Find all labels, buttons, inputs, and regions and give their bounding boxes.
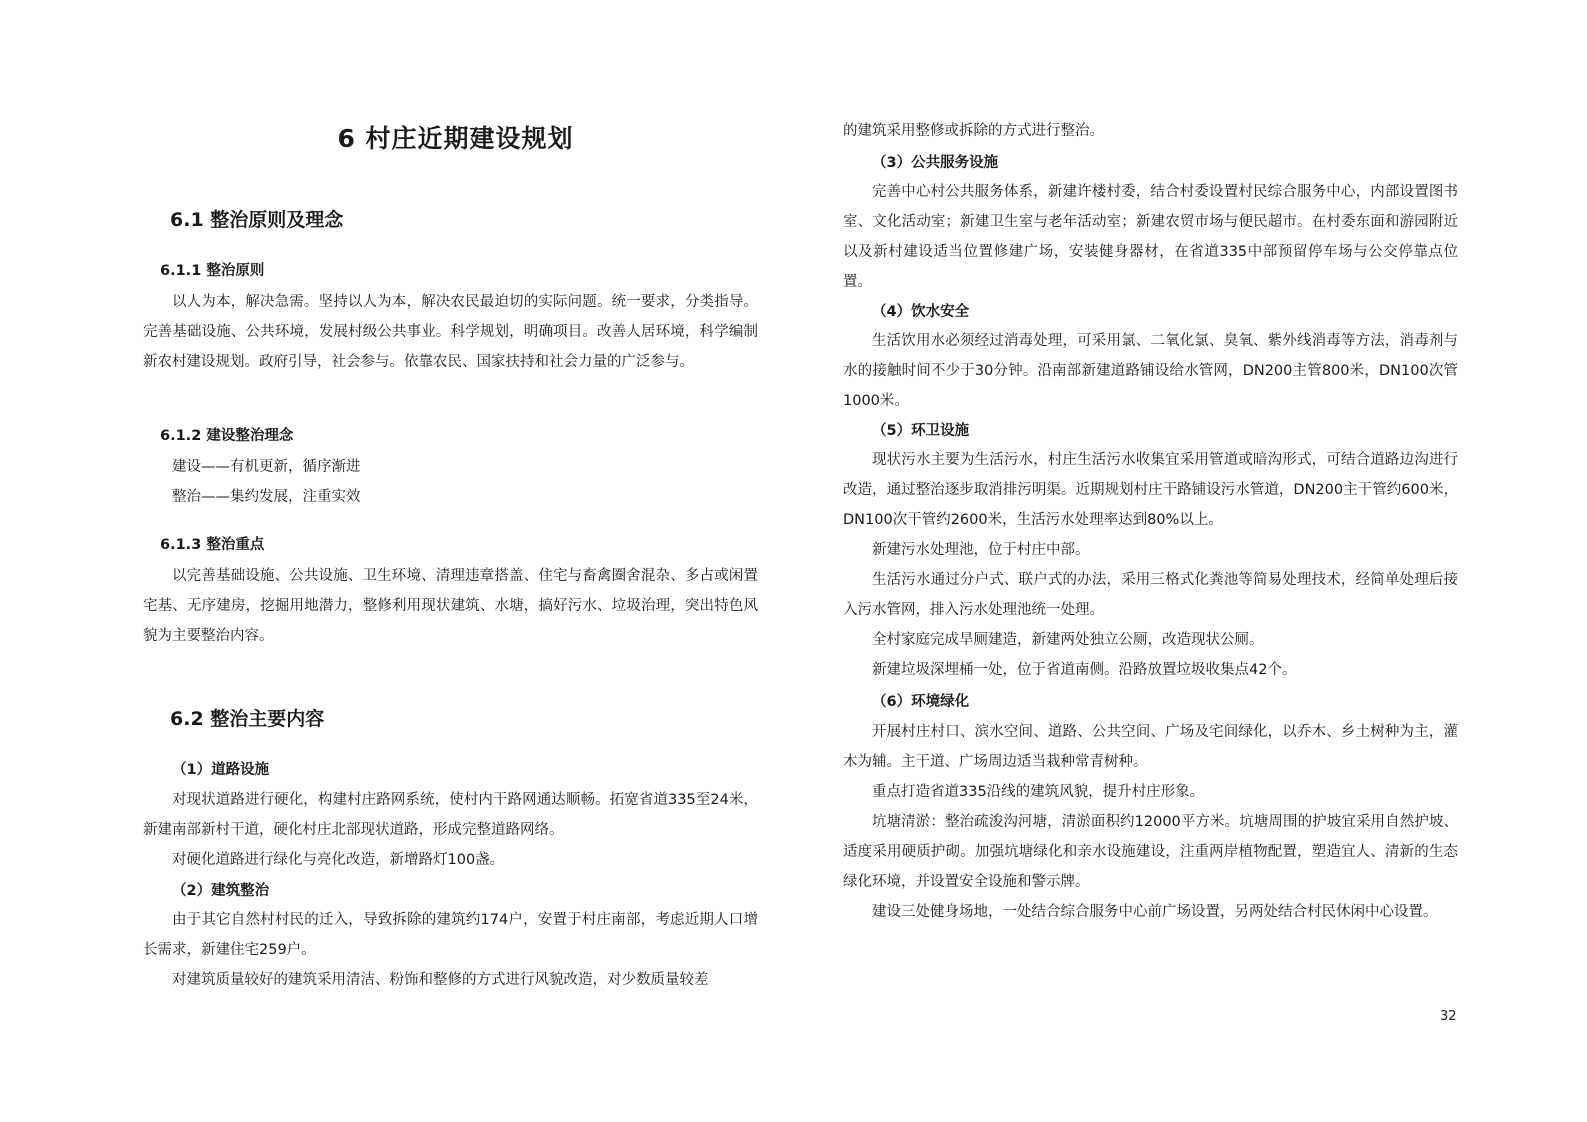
greening-paragraph-2: 重点打造省道335沿线的建筑风貌，提升村庄形象。 [872, 784, 1205, 800]
section-6-1-1-heading: 6.1.1 整治原则 [160, 263, 265, 279]
greening-paragraph-3: 坑塘清淤：整治疏浚沟河塘，清淤面积约12000平方米。坑塘周围的护坡宜采用自然护坡、适度采用硬质护砌。加强坑塘绿化和亲水设施建设，注重两岸植物配置，塑造宜人、清新的生态绿化环境，并设置安全设施和警示牌。 [843, 814, 1458, 890]
buildings-heading: （2）建筑整治 [172, 883, 270, 899]
sanitation-paragraph-1: 现状污水主要为生活污水，村庄生活污水收集宜采用管道或暗沟形式，可结合道路边沟进行改造，通过整治逐步取消排污明渠。近期规划村庄干路铺设污水管道，DN200主干管约600米，DN100次干管约2600米，生活污水处理率达到80%以上。 [843, 452, 1458, 528]
sanitation-paragraph-5: 新建垃圾深埋桶一处，位于省道南侧。沿路放置垃圾收集点42个。 [872, 662, 1297, 678]
water-heading: （4）饮水安全 [872, 304, 970, 320]
buildings-paragraph-2: 对建筑质量较好的建筑采用清洁、粉饰和整修的方式进行风貌改造，对少数质量较差 [172, 972, 709, 988]
principles-paragraph: 以人为本，解决急需。坚持以人为本，解决农民最迫切的实际问题。统一要求，分类指导。完善基础设施、公共环境，发展村级公共事业。科学规划，明确项目。改善人居环境，科学编制新农村建设规划。政府引导，社会参与。依靠农民、国家扶持和社会力量的广泛参与。 [143, 294, 758, 370]
sanitation-paragraph-4: 全村家庭完成旱厕建造，新建两处独立公厕，改造现状公厕。 [872, 632, 1264, 648]
section-6-1-3-heading: 6.1.3 整治重点 [160, 537, 265, 553]
section-6-1-2-heading: 6.1.2 建设整治理念 [160, 428, 294, 444]
greening-paragraph-1: 开展村庄村口、滨水空间、道路、公共空间、广场及宅间绿化，以乔木、乡土树种为主，灌木为辅。主干道、广场周边适当栽种常青树种。 [843, 724, 1458, 770]
section-6-2-heading: 6.2 整治主要内容 [170, 708, 325, 730]
water-paragraph: 生活饮用水必须经过消毒处理，可采用氯、二氧化氯、臭氧、紫外线消毒等方法，消毒剂与水的接触时间不少于30分钟。沿南部新建道路铺设给水管网，DN200主管800米，DN100次管1000米。 [843, 333, 1458, 409]
section-6-1-heading: 6.1 整治原则及理念 [170, 209, 344, 231]
buildings-paragraph-2-continued: 的建筑采用整修或拆除的方式进行整治。 [843, 123, 1104, 139]
sanitation-paragraph-3: 生活污水通过分户式、联户式的办法，采用三格式化粪池等简易处理技术，经简单处理后接入污水管网，排入污水处理池统一处理。 [843, 572, 1458, 618]
roads-paragraph-2: 对硬化道路进行绿化与亮化改造，新增路灯100盏。 [172, 852, 505, 868]
page-number: 32 [1440, 1009, 1457, 1024]
roads-heading: （1）道路设施 [172, 762, 270, 778]
greening-heading: （6）环境绿化 [872, 694, 970, 710]
sanitation-paragraph-2: 新建污水处理池，位于村庄中部。 [872, 542, 1090, 558]
public-services-paragraph: 完善中心村公共服务体系，新建许楼村委，结合村委设置村民综合服务中心，内部设置图书室、文化活动室；新建卫生室与老年活动室；新建农贸市场与便民超市。在村委东面和游园附近以及新村建设适当位置修建广场，安装健身器材，在省道335中部预留停车场与公交停靠点位置。 [843, 184, 1458, 290]
roads-paragraph-1: 对现状道路进行硬化，构建村庄路网系统，使村内干路网通达顺畅。拓宽省道335至24米，新建南部新村干道，硬化村庄北部现状道路，形成完整道路网络。 [143, 792, 758, 838]
chapter-title: 6 村庄近期建设规划 [337, 124, 574, 153]
concept-line-2: 整治——集约发展，注重实效 [172, 489, 361, 505]
focus-paragraph: 以完善基础设施、公共设施、卫生环境、清理违章搭盖、住宅与畜禽圈舍混杂、多占或闲置宅基、无序建房，挖掘用地潜力，整修利用现状建筑、水塘，搞好污水、垃圾治理，突出特色风貌为主要整治内容。 [143, 568, 758, 644]
public-services-heading: （3）公共服务设施 [872, 155, 999, 171]
buildings-paragraph-1: 由于其它自然村村民的迁入，导致拆除的建筑约174户，安置于村庄南部，考虑近期人口增长需求，新建住宅259户。 [143, 912, 758, 958]
sanitation-heading: （5）环卫设施 [872, 423, 970, 439]
greening-paragraph-4: 建设三处健身场地，一处结合综合服务中心前广场设置，另两处结合村民休闲中心设置。 [872, 904, 1438, 920]
concept-line-1: 建设——有机更新，循序渐进 [172, 459, 361, 475]
